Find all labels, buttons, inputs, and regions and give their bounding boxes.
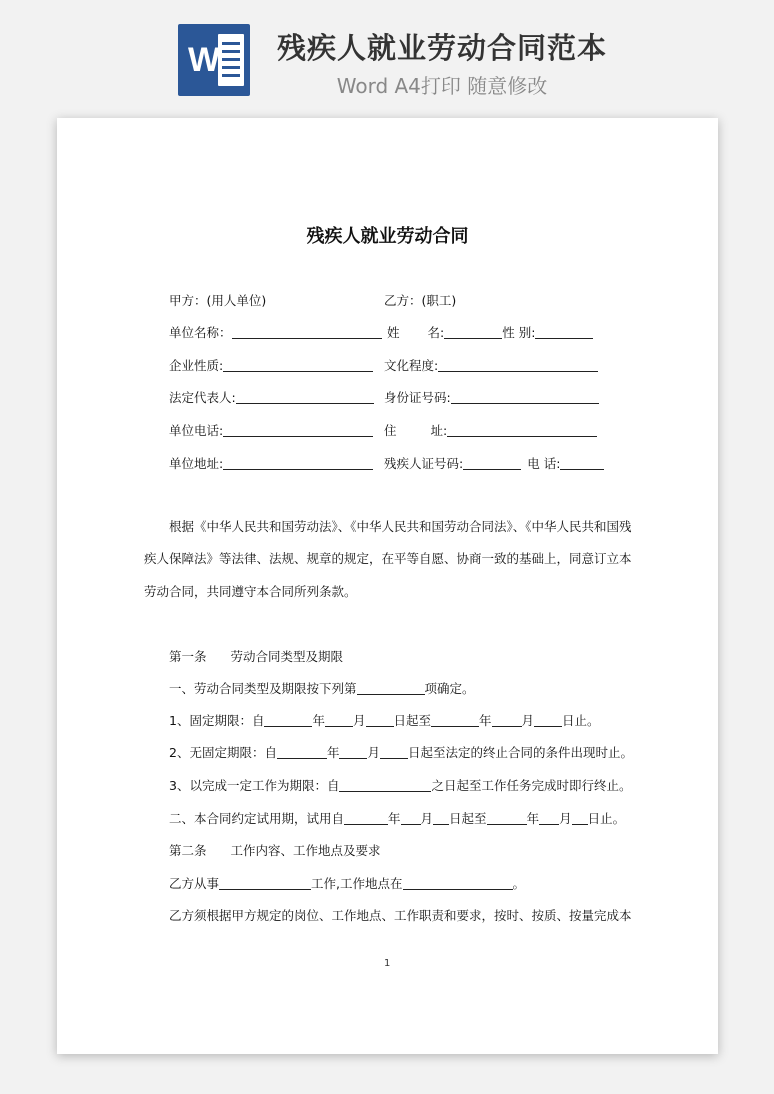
residence-label-a: 住 xyxy=(384,423,397,438)
residence-field xyxy=(384,421,597,439)
legal-rep-blank xyxy=(236,389,374,404)
article-1-number: 第一条 xyxy=(169,649,207,664)
word-letter: W xyxy=(187,41,221,79)
task-term-end: 之日起至工作任务完成时即行终止。 xyxy=(431,778,632,793)
trial-blank-5 xyxy=(539,810,559,825)
residence-blank xyxy=(447,422,597,437)
open-term-line xyxy=(169,743,633,761)
name-label-b: 名: xyxy=(427,325,445,340)
fixed-blank-1 xyxy=(264,712,312,727)
a2-line1-end: 。 xyxy=(512,876,526,891)
legal-rep-field xyxy=(169,388,374,406)
article-1-heading xyxy=(169,647,343,665)
intro-line-1: 根据《中华人民共和国劳动法》、《中华人民共和国劳动合同法》、《中华人民共和国残 xyxy=(169,519,632,534)
enterprise-type-label: 企业性质: xyxy=(169,358,224,373)
disability-cert-label: 残疾人证号码: xyxy=(384,456,464,471)
fixed-blank-2 xyxy=(325,712,353,727)
unit-address-blank xyxy=(223,455,373,470)
trial-blank-3 xyxy=(433,810,449,825)
fixed-blank-3 xyxy=(366,712,394,727)
unit-name-label: 单位名称： xyxy=(169,325,232,340)
fixed-day-1: 日起至 xyxy=(393,713,432,728)
party-a-label: 甲方：(用人单位) xyxy=(169,293,267,308)
unit-address-field xyxy=(169,454,373,472)
trial-day-2: 日止。 xyxy=(587,811,626,826)
unit-phone-label: 单位电话: xyxy=(169,423,224,438)
enterprise-type-blank xyxy=(223,357,373,372)
trial-blank-2 xyxy=(401,810,421,825)
gender-label: 性 别: xyxy=(502,325,536,340)
a1-line1-end: 项确定。 xyxy=(424,681,475,696)
intro-line-2: 疾人保障法》等法律、法规、规章的规定，在平等自愿、协商一致的基础上，同意订立本 xyxy=(144,551,632,566)
legal-rep-label: 法定代表人: xyxy=(169,390,236,405)
id-number-blank xyxy=(451,389,599,404)
article-1-line-1 xyxy=(169,679,475,697)
trial-blank-6 xyxy=(572,810,588,825)
fixed-blank-6 xyxy=(534,712,562,727)
article-2-number: 第二条 xyxy=(169,843,207,858)
education-field xyxy=(384,356,598,374)
unit-name-field xyxy=(169,323,382,341)
education-blank xyxy=(438,357,598,372)
trial-year-2: 年 xyxy=(526,811,540,826)
article-2-heading xyxy=(169,841,381,859)
task-term-line xyxy=(169,776,631,794)
trial-period-line xyxy=(169,809,625,827)
open-month: 月 xyxy=(367,745,380,760)
fixed-year-1: 年 xyxy=(312,713,325,728)
article-2-line-2: 乙方须根据甲方规定的岗位、工作地点、工作职责和要求，按时、按质、按量完成本 xyxy=(169,908,632,923)
trial-month-2: 月 xyxy=(559,811,572,826)
article-2-title: 工作内容、工作地点及要求 xyxy=(230,843,381,858)
disability-cert-blank xyxy=(463,455,521,470)
open-term-text: 2、无固定期限：自 xyxy=(169,745,277,760)
fixed-day-2: 日止。 xyxy=(562,713,600,728)
residence-label-b: 址: xyxy=(430,423,448,438)
a2-location-blank xyxy=(403,875,513,890)
unit-name-blank xyxy=(232,324,382,339)
fixed-term-line xyxy=(169,711,600,729)
header xyxy=(0,0,774,110)
trial-month-1: 月 xyxy=(420,811,434,826)
unit-address-label: 单位地址: xyxy=(169,456,224,471)
party-b-label: 乙方：(职工) xyxy=(384,293,457,308)
page-subtitle: Word A4打印 随意修改 xyxy=(336,74,548,98)
task-blank xyxy=(339,777,431,792)
unit-phone-field xyxy=(169,421,373,439)
document-title: 残疾人就业劳动合同 xyxy=(306,226,469,247)
a2-line1-mid: 工作,工作地点在 xyxy=(311,876,403,891)
document-page xyxy=(57,118,718,1054)
gender-blank xyxy=(535,324,593,339)
disability-cert-field xyxy=(384,454,604,472)
open-blank-1 xyxy=(277,744,327,759)
enterprise-type-field xyxy=(169,356,373,374)
name-label-a: 姓 xyxy=(387,325,400,340)
trial-day-1: 日起至 xyxy=(449,811,487,826)
trial-text: 二、本合同约定试用期，试用自 xyxy=(169,811,345,826)
open-year: 年 xyxy=(326,745,340,760)
page-number: 1 xyxy=(384,958,391,969)
article-2-line-1 xyxy=(169,874,525,892)
task-term-text: 3、以完成一定工作为期限：自 xyxy=(169,778,340,793)
word-icon xyxy=(178,24,250,96)
open-blank-2 xyxy=(339,744,367,759)
a1-line1-text: 一、劳动合同类型及期限按下列第 xyxy=(169,681,357,696)
fixed-blank-4 xyxy=(431,712,479,727)
trial-blank-1 xyxy=(344,810,388,825)
fixed-year-2: 年 xyxy=(479,713,492,728)
phone-blank xyxy=(560,455,604,470)
phone-label: 电 话: xyxy=(527,456,561,471)
article-1-title: 劳动合同类型及期限 xyxy=(230,649,344,664)
id-number-field xyxy=(384,388,599,406)
trial-year-1: 年 xyxy=(388,811,401,826)
id-number-label: 身份证号码: xyxy=(384,390,451,405)
fixed-month-2: 月 xyxy=(521,713,535,728)
a2-job-blank xyxy=(219,875,311,890)
open-day: 日起至法定的终止合同的条件出现时止。 xyxy=(408,745,634,760)
education-label: 文化程度: xyxy=(384,358,439,373)
trial-blank-4 xyxy=(487,810,527,825)
open-blank-3 xyxy=(380,744,408,759)
name-blank xyxy=(444,324,502,339)
a1-line1-blank xyxy=(357,680,425,695)
name-gender-field xyxy=(387,323,593,341)
fixed-month-1: 月 xyxy=(352,713,366,728)
page-title: 残疾人就业劳动合同范本 xyxy=(276,31,607,65)
unit-phone-blank xyxy=(223,422,373,437)
fixed-blank-5 xyxy=(492,712,522,727)
fixed-term-text: 1、固定期限：自 xyxy=(169,713,265,728)
a2-line1-text: 乙方从事 xyxy=(169,876,220,891)
intro-line-3: 劳动合同，共同遵守本合同所列条款。 xyxy=(144,584,357,599)
